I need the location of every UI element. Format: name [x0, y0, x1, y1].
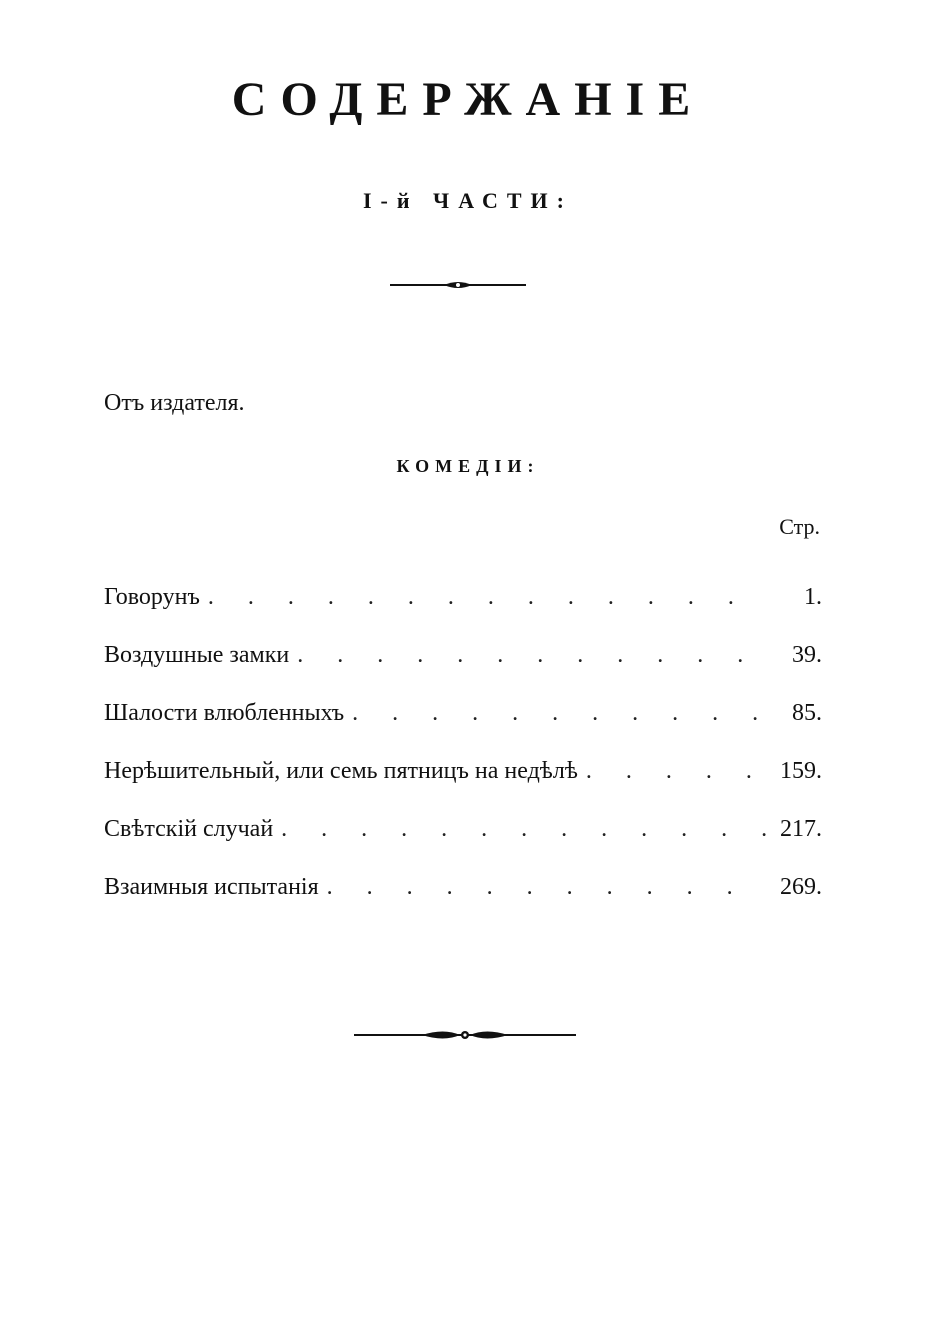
- toc-entry-title: Шалости влюбленныхъ: [104, 695, 352, 731]
- toc-entry-page: 159.: [766, 753, 822, 789]
- ornament-divider-bottom-icon: [352, 1020, 578, 1050]
- table-of-contents: [104, 568, 822, 916]
- toc-entry-page: 1.: [766, 579, 822, 615]
- toc-entry: [104, 684, 822, 742]
- toc-entry: [104, 800, 822, 858]
- toc-entry-page: 85.: [766, 695, 822, 731]
- dot-leader: [208, 579, 766, 615]
- publisher-note: Отъ издателя.: [104, 390, 245, 416]
- dot-leader: [586, 753, 766, 789]
- page-title: СОДЕРЖАНІЕ: [231, 73, 705, 126]
- toc-entry-title: Свѣтскій случай: [104, 811, 281, 847]
- toc-entry-title: Взаимныя испытанія: [104, 869, 327, 905]
- toc-entry: [104, 858, 822, 916]
- dot-leader: [297, 637, 766, 673]
- dot-leader: [281, 811, 766, 847]
- toc-entry-title: Нерѣшительный, или семь пятницъ на недѣлѣ: [104, 753, 586, 789]
- toc-entry: [104, 626, 822, 684]
- ornament-divider-top-icon: [388, 270, 528, 300]
- toc-entry-page: 269.: [766, 869, 822, 905]
- toc-entry: [104, 742, 822, 800]
- dot-leader: [327, 869, 766, 905]
- toc-entry-title: Воздушные замки: [104, 637, 297, 673]
- toc-entry-page: 217.: [766, 811, 822, 847]
- part-subtitle: І-й ЧАСТИ:: [362, 188, 573, 213]
- toc-entry: [104, 568, 822, 626]
- section-heading-comedies: КОМЕДІИ:: [396, 456, 540, 476]
- toc-entry-title: Говорунъ: [104, 579, 208, 615]
- page-column-label: Стр.: [779, 514, 820, 539]
- toc-entry-page: 39.: [766, 637, 822, 673]
- dot-leader: [352, 695, 766, 731]
